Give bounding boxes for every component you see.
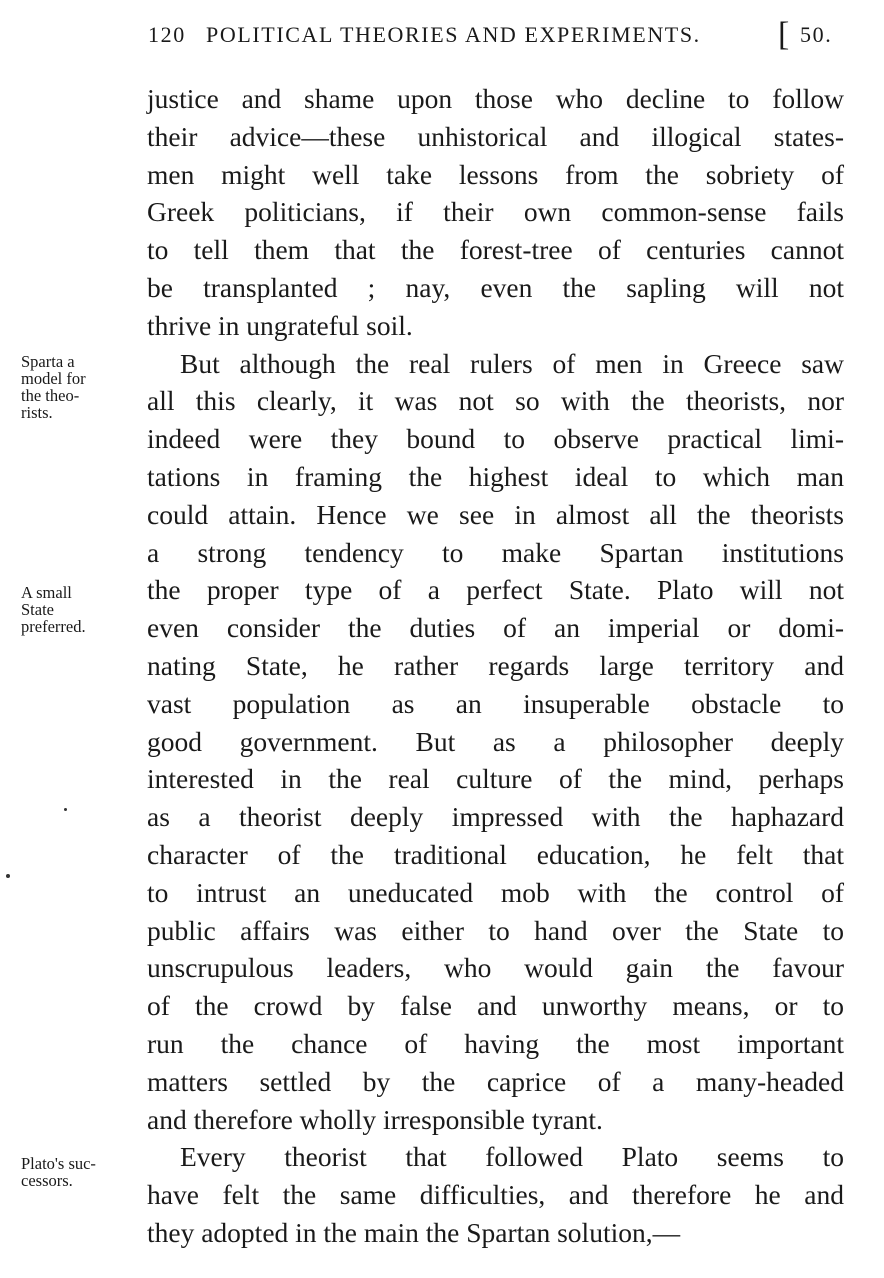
text-line: men might well take lessons from the sobriety of [147, 158, 844, 190]
margin-note-line: model for [21, 369, 86, 388]
text-line: unscrupulous leaders, who would gain the favour [147, 952, 844, 984]
text-line: a strong tendency to make Spartan institutions [147, 536, 844, 568]
text-line: thrive in ungrateful soil. [147, 309, 413, 341]
text-line: justice and shame upon those who decline to follow [147, 83, 844, 114]
text-line: they adopted in the main the Spartan solution,— [147, 1216, 681, 1248]
text-line: nating State, he rather regards large territory and [147, 649, 844, 681]
text-line: the proper type of a perfect State. Plato will not [147, 574, 844, 606]
text-line: could attain. Hence we see in almost all the theorists [147, 498, 844, 530]
text-line: vast population as an insuperable obstacle to [147, 687, 844, 719]
print-speck [6, 874, 10, 878]
margin-note-line: State [21, 600, 54, 619]
text-line: tations in framing the highest ideal to which man [147, 460, 844, 492]
margin-note-sparta [21, 353, 131, 421]
section-number: 50. [800, 22, 833, 47]
margin-note-line: Sparta a [21, 352, 75, 371]
text-line: even consider the duties of an imperial or domi- [147, 612, 844, 644]
text-line: indeed were they bound to observe practical limi- [147, 423, 844, 455]
text-line: matters settled by the caprice of a many-headed [147, 1065, 844, 1097]
body-text [147, 80, 844, 1252]
margin-note-small-state [21, 584, 131, 635]
text-line: to intrust an uneducated mob with the control of [147, 876, 844, 908]
text-line: character of the traditional education, he felt that [147, 838, 844, 870]
text-line: of the crowd by false and unworthy means, or to [147, 990, 844, 1022]
text-line: to tell them that the forest-tree of centuries cannot [147, 234, 844, 266]
text-line: interested in the real culture of the mind, perhaps [147, 763, 844, 795]
margin-note-platos-successors [21, 1155, 131, 1189]
margin-note-line: the theo- [21, 386, 80, 405]
running-header [148, 16, 848, 56]
text-line: be transplanted ; nay, even the sapling will not [147, 271, 844, 303]
section-bracket: [ [778, 16, 791, 53]
print-speck [64, 808, 67, 811]
margin-note-line: cessors. [21, 1171, 73, 1190]
margin-note-line: preferred. [21, 617, 86, 636]
text-line: as a theorist deeply impressed with the haphazard [147, 801, 844, 833]
text-line: public affairs was either to hand over the State to [147, 914, 844, 946]
paragraph-first-line: But although the real rulers of men in Greece saw [180, 347, 844, 379]
text-line: have felt the same difficulties, and therefore he and [147, 1179, 844, 1211]
text-line: run the chance of having the most important [147, 1027, 844, 1059]
page-number: 120 [148, 22, 186, 47]
text-line: their advice—these unhistorical and illogical states- [147, 120, 844, 152]
text-line: and therefore wholly irresponsible tyrant. [147, 1103, 603, 1135]
margin-note-line: A small [21, 583, 72, 602]
margin-note-line: rists. [21, 403, 53, 422]
text-line: all this clearly, it was not so with the theorists, nor [147, 385, 844, 417]
running-title: POLITICAL THEORIES AND EXPERIMENTS. [206, 22, 701, 47]
paragraph-first-line: Every theorist that followed Plato seems to [180, 1141, 844, 1173]
text-line: Greek politicians, if their own common-sense fails [147, 196, 844, 228]
margin-note-line: Plato's suc- [21, 1154, 96, 1173]
text-line: good government. But as a philosopher deeply [147, 725, 844, 757]
